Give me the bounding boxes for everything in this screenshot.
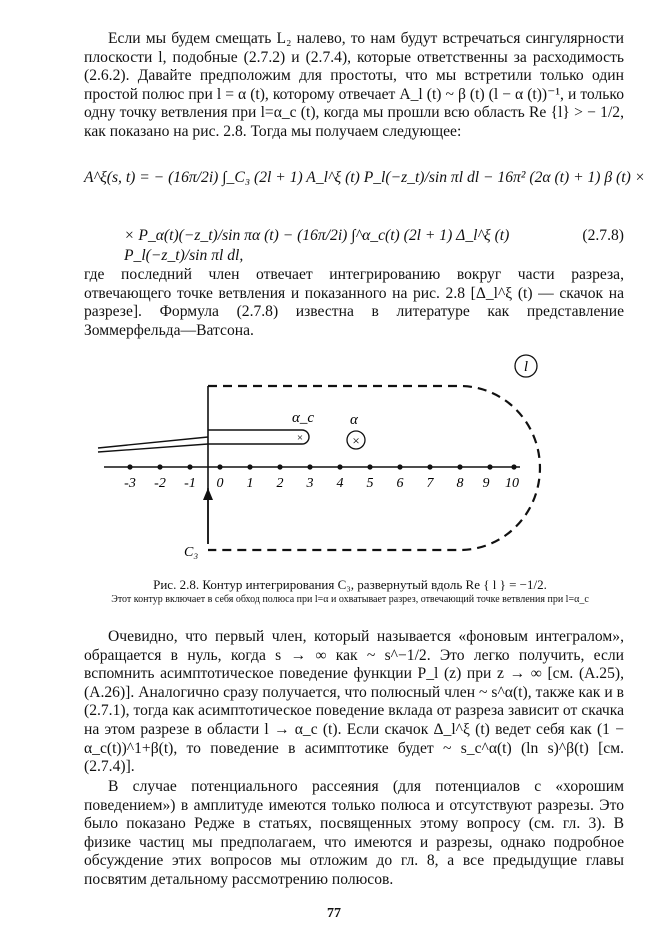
cut-line-left-upper — [98, 437, 208, 448]
plane-label: l — [523, 359, 529, 375]
axis-label: 6 — [396, 476, 404, 491]
axis-label: 1 — [246, 476, 254, 491]
axis-label: 9 — [482, 476, 490, 491]
axis-labels — [124, 476, 519, 491]
axis-label: 0 — [216, 476, 224, 491]
paragraph-2-text: где последний член отвечает интегрированию вокруг части разреза, отвечающего точке ветвления и показанного на рис. 2.8 [Δ_l^ξ (t) — скачок на разрезе]. Формула (2.7.8) известна в литературе как представление Зоммерфельда—Ватсона. — [84, 266, 624, 339]
figure-caption-note-text: Этот контур включает в себя обход полюса при l=α и охватывает разрез, отвечающий точке ветвления при l=α_c — [111, 594, 589, 605]
equation-line-2-text: × P_α(t)(−z_t)/sin πα (t) − (16π/2i) ∫^α_c(t) (2l + 1) Δ_l^ξ (t) P_l(−z_t)/sin πl dl, — [124, 227, 510, 264]
figure-caption — [70, 577, 630, 592]
axis-label: -1 — [184, 476, 196, 491]
axis-label: -2 — [154, 476, 166, 491]
axis-dot — [127, 464, 132, 469]
axis-label: 7 — [426, 476, 434, 491]
equation-line-1-text: A^ξ(s, t) = − (16π/2i) ∫_C₃ (2l + 1) A_l^ξ (t) P_l(−z_t)/sin πl dl − 16π² (2α (t) + 1) β (t) × — [84, 169, 646, 186]
paragraph-4 — [84, 778, 624, 890]
axis-label: -3 — [124, 476, 136, 491]
paragraph-2 — [84, 266, 624, 340]
axis-dot — [217, 464, 222, 469]
page-number: 77 — [327, 906, 341, 921]
pole-label: α — [350, 412, 358, 428]
axis-label: 3 — [306, 476, 314, 491]
paragraph-1-text: Если мы будем смещать L₂ налево, то нам будут встречаться сингулярности плоскости l, подобные (2.7.2) и (2.7.4), которые ответственны за расходимость (2.6.2). Давайте предположим для простоты, что мы встретили только один простой полюс при l = α (t), которому отвечает A_l (t) ~ β (t) (l − α (t))⁻¹, и только одну точку ветвления при l=α_c (t), когда мы прошли всю область Re {l} > − 1/2, как показано на рис. 2.8. Тогда мы получаем следующее: — [84, 30, 624, 140]
axis-label: 2 — [276, 476, 284, 491]
axis-dot — [307, 464, 312, 469]
paragraph-4-text: В случае потенциального рассеяния (для потенциалов с «хорошим поведением») в амплитуде имеются только полюса и отсутствуют разрезы. Это было показано Редже в статьях, посвященных этому вопросу (см. гл. 3). В физике частиц мы предполагаем, что имеются и разрезы, однако подробное обсуждение этих вопросов мы отложим до гл. 8, а все предыдущие главы посвятим детальному рассмотрению полюсов. — [84, 778, 624, 888]
axis-dot — [511, 464, 516, 469]
axis-dot — [367, 464, 372, 469]
pole-icon: × — [352, 433, 360, 448]
axis-dot — [247, 464, 252, 469]
equation-number: (2.7.8) — [582, 227, 624, 244]
axis-dot — [157, 464, 162, 469]
axis-label: 10 — [505, 476, 519, 491]
axis-dot — [457, 464, 462, 469]
figure-caption-text: Рис. 2.8. Контур интегрирования C₃, развернутый вдоль Re { l } = −1/2. — [153, 577, 547, 592]
axis-label: 8 — [456, 476, 464, 491]
paragraph-3 — [84, 628, 624, 777]
cut-line-left-lower — [98, 444, 208, 452]
c3-arrow-icon — [203, 488, 213, 500]
axis-dot — [397, 464, 402, 469]
branch-label: α_c — [292, 410, 315, 426]
branch-point-icon: × — [296, 432, 304, 444]
contour-label: C₃ — [184, 545, 199, 560]
axis-dot — [187, 464, 192, 469]
contour-figure — [80, 348, 580, 573]
axis-dot — [427, 464, 432, 469]
axis-label: 4 — [336, 476, 344, 491]
axis-dot — [277, 464, 282, 469]
equation-line-2 — [84, 226, 624, 266]
paragraph-1 — [84, 30, 624, 142]
axis-label: 5 — [366, 476, 374, 491]
equation-line-1 — [84, 168, 646, 188]
axis-dot — [487, 464, 492, 469]
paragraph-3-text: Очевидно, что первый член, который называется «фоновым интегралом», обращается в нуль, когда s → ∞ как ~ s^−1/2. Это легко получить, если вспомнить асимптотическое поведение функции P_l (z) при z → ∞ [см. (А.25), (А.26)]. Аналогично сразу получается, что полюсный член ~ s^α(t), также как и в (2.7.1), тогда как асимптотическое поведение вклада от разреза зависит от скачка на этом разрезе в области l → α_c (t). Если скачок Δ_l^ξ (t) ведет себя как (1 − α_c(t))^1+β(t), то поведение в асимптотике будет ~ s_c^α(t) (ln s)^β(t) [см. (2.7.4)]. — [84, 628, 624, 776]
figure-caption-note — [72, 594, 628, 605]
axis-dot — [337, 464, 342, 469]
